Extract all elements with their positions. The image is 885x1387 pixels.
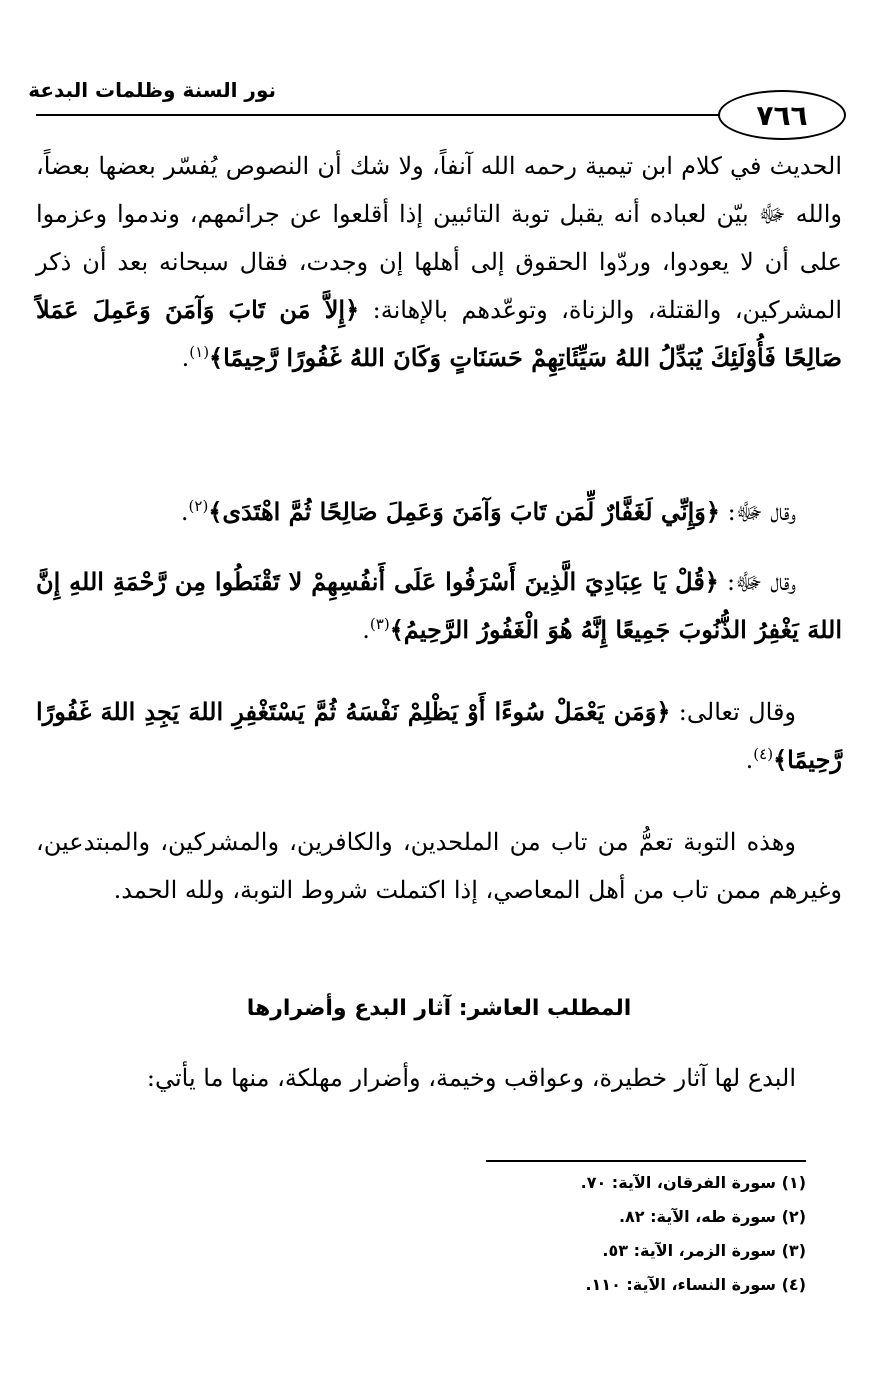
paragraph-verse-2: وقال ﷻ: ﴿وَإِنِّي لَغَفَّارٌ لِّمَن تَابَ وَآمَنَ وَعَمِلَ صَالِحًا ثُمَّ اهْتَدَى﴾$^{(٢)}$.: [180, 497, 796, 526]
header-rule: [36, 114, 726, 116]
paragraph-repentance: الحديث في كلام ابن تيمية رحمه الله آنفاً، ولا شك أن النصوص يُفسّر بعضها بعضاً، والله ﷻ بيّن لعباده أنه يقبل توبة التائبين إذا أقلعوا عن جرائمهم، وندموا وعزموا على أن لا يعودوا، وردّوا الحقوق إلى أهلها إن وجدت، فقال سبحانه بعد أن ذكر المشركين، والقتلة، والزناة، وتوعّدهم بالإهانة: ﴿إِلاَّ مَن تَابَ وَآمَنَ وَعَمِلَ عَمَلاً صَالِحًا فَأُوْلَئِكَ يُبَدِّلُ اللهُ سَيِّئَاتِهِمْ حَسَنَاتٍ وَكَانَ اللهُ غَفُورًا رَّحِيمًا﴾$^{(١)}$.: [36, 152, 843, 372]
section-heading: المطلب العاشر: آثار البدع وأضرارها: [246, 996, 632, 1021]
quran-verse: ﴿إِلاَّ مَن تَابَ وَآمَنَ وَعَمِلَ عَمَلاً صَالِحًا فَأُوْلَئِكَ يُبَدِّلُ اللهُ سَيِّئَاتِهِمْ حَسَنَاتٍ وَكَانَ اللهُ غَفُورًا رَّحِيمًا﴾: [36, 295, 842, 372]
paragraph-verse-4: وقال تعالى: ﴿وَمَن يَعْمَلْ سُوءًا أَوْ يَظْلِمْ نَفْسَهُ ثُمَّ يَسْتَغْفِرِ اللهَ يَجِدِ اللهَ غَفُورًا رَّحِيمًا﴾$^{(٤)}$.: [36, 697, 842, 774]
paragraph-text: وقال تعالى:: [670, 698, 797, 726]
paragraph-text: الحديث في كلام ابن تيمية رحمه الله آنفاً، ولا شك أن النصوص يُفسّر بعضها بعضاً، والله ﷻ بيّن لعباده أنه يقبل توبة التائبين إذا أقلعوا عن جرائمهم، وندموا وعزموا على أن لا يعودوا، وردّوا الحقوق إلى أهلها إن وجدت، فقال سبحانه بعد أن ذكر المشركين، والقتلة، والزناة، وتوعّدهم بالإهانة:: [36, 152, 843, 324]
footnote-rule: [486, 1160, 806, 1162]
footnote-item: (٢) سورة طه، الآية: ٨٢.: [618, 1207, 806, 1226]
footnote-item: (١) سورة الفرقان، الآية: ٧٠.: [580, 1173, 806, 1192]
running-title: نور السنة وظلمات البدعة: [28, 78, 276, 102]
footnote-item: (٤) سورة النساء، الآية: ١١٠.: [585, 1275, 806, 1294]
footnote-ref: (١): [189, 343, 210, 361]
footnotes: [36, 1166, 806, 1302]
paragraph-verse-3: وقال ﷻ: ﴿قُلْ يَا عِبَادِيَ الَّذِينَ أَسْرَفُوا عَلَى أَنفُسِهِمْ لا تَقْنَطُوا مِن رَّحْمَةِ اللهِ إِنَّ اللهَ يَغْفِرُ الذُّنُوبَ جَمِيعًا إِنَّهُ هُوَ الْغَفُورُ الرَّحِيمُ﴾$^{(٣)}$.: [36, 567, 842, 644]
paragraph-text: وقال ﷻ:: [719, 498, 796, 526]
paragraph-effects: [36, 1054, 842, 1102]
paragraph-conclusion: [36, 818, 842, 914]
quran-verse: ﴿قُلْ يَا عِبَادِيَ الَّذِينَ أَسْرَفُوا عَلَى أَنفُسِهِمْ لا تَقْنَطُوا مِن رَّحْمَةِ اللهِ إِنَّ اللهَ يَغْفِرُ الذُّنُوبَ جَمِيعًا إِنَّهُ هُوَ الْغَفُورُ الرَّحِيمُ﴾: [36, 567, 842, 644]
footnote-ref: (٤): [753, 745, 774, 763]
footnote-ref: (٢): [188, 497, 209, 515]
quran-verse: ﴿وَإِنِّي لَغَفَّارٌ لِّمَن تَابَ وَآمَنَ وَعَمِلَ صَالِحًا ثُمَّ اهْتَدَى﴾: [208, 497, 720, 526]
paragraph-text: وهذه التوبة تعمُّ من تاب من الملحدين، والكافرين، والمشركين، والمبتدعين، وغيرهم ممن تاب من أهل المعاصي، إذا اكتملت شروط التوبة، ولله الحمد.: [36, 828, 842, 904]
footnote-item: (٣) سورة الزمر، الآية: ٥٣.: [602, 1241, 806, 1260]
footnote-ref: (٣): [369, 615, 390, 633]
page-number: ٧٦٦: [718, 90, 846, 140]
paragraph-text: البدع لها آثار خطيرة، وعواقب وخيمة، وأضرار مهلكة، منها ما يأتي:: [146, 1064, 796, 1092]
paragraph-text: وقال ﷻ:: [718, 568, 796, 596]
quran-verse: ﴿وَمَن يَعْمَلْ سُوءًا أَوْ يَظْلِمْ نَفْسَهُ ثُمَّ يَسْتَغْفِرِ اللهَ يَجِدِ اللهَ غَفُورًا رَّحِيمًا﴾: [36, 697, 842, 774]
